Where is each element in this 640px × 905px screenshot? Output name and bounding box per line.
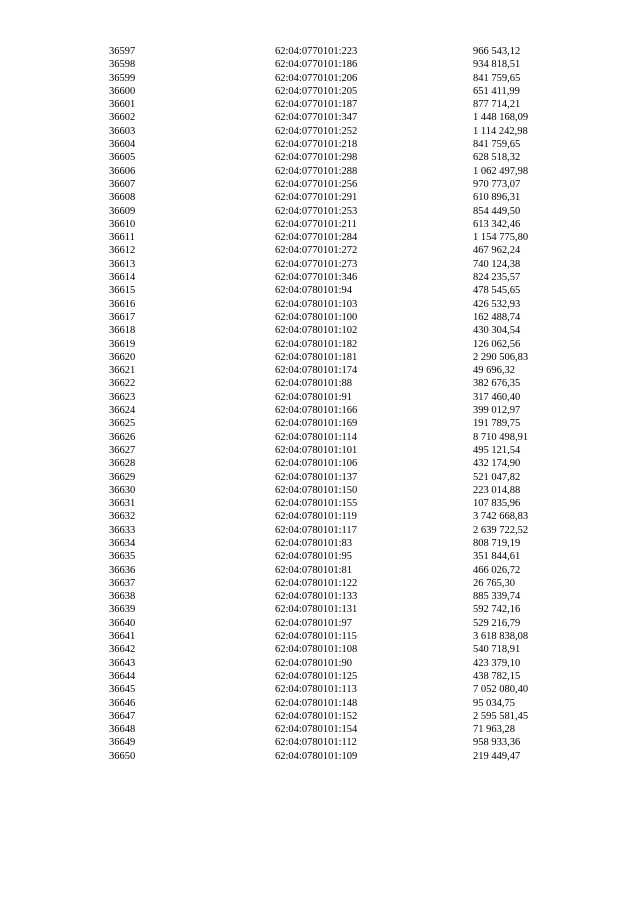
cadastral-number-cell: 62:04:0780101:112	[275, 737, 357, 749]
table-row	[109, 138, 573, 151]
table-row	[109, 697, 573, 710]
cadastral-value-cell: 8 710 498,91	[473, 431, 529, 443]
cadastral-number-cell: 62:04:0780101:94	[275, 285, 353, 297]
cadastral-number-cell: 62:04:0780101:181	[275, 351, 358, 363]
cadastral-number-cell: 62:04:0780101:91	[275, 391, 353, 403]
row-number-cell: 36620	[109, 351, 136, 363]
row-number-cell: 36645	[109, 684, 136, 696]
table-row	[109, 364, 573, 377]
cadastral-number-cell: 62:04:0770101:291	[275, 192, 358, 204]
row-number-cell: 36617	[109, 311, 136, 323]
cadastral-number-cell: 62:04:0780101:108	[275, 644, 358, 656]
row-number-cell: 36601	[109, 99, 136, 111]
cadastral-number-cell: 62:04:0780101:100	[275, 311, 358, 323]
cadastral-number-cell: 62:04:0770101:211	[275, 218, 357, 230]
table-row	[109, 444, 573, 457]
cadastral-number-cell: 62:04:0780101:125	[275, 670, 358, 682]
row-number-cell: 36626	[109, 431, 136, 443]
row-number-cell: 36632	[109, 511, 136, 523]
row-number-cell: 36603	[109, 125, 136, 137]
cadastral-value-cell: 191 789,75	[473, 418, 521, 430]
cadastral-number-cell: 62:04:0780101:169	[275, 418, 358, 430]
row-number-cell: 36609	[109, 205, 136, 217]
table-row	[109, 191, 573, 204]
table-row	[109, 178, 573, 191]
cadastral-value-cell: 885 339,74	[473, 591, 521, 603]
cadastral-value-cell: 529 216,79	[473, 617, 521, 629]
cadastral-number-cell: 62:04:0780101:155	[275, 498, 358, 510]
table-row	[109, 723, 573, 736]
table-row	[109, 750, 573, 763]
row-number-cell: 36622	[109, 378, 136, 390]
cadastral-value-cell: 628 518,32	[473, 152, 521, 164]
row-number-cell: 36605	[109, 152, 136, 164]
cadastral-value-cell: 3 742 668,83	[473, 511, 529, 523]
row-number-cell: 36610	[109, 218, 136, 230]
table-row	[109, 284, 573, 297]
table-row	[109, 670, 573, 683]
cadastral-value-cell: 854 449,50	[473, 205, 521, 217]
cadastral-value-cell: 877 714,21	[473, 99, 521, 111]
cadastral-number-cell: 62:04:0780101:95	[275, 551, 353, 563]
cadastral-value-cell: 126 062,56	[473, 338, 521, 350]
row-number-cell: 36635	[109, 551, 136, 563]
row-number-cell: 36633	[109, 524, 136, 536]
cadastral-number-cell: 62:04:0780101:133	[275, 591, 358, 603]
cadastral-value-cell: 219 449,47	[473, 750, 521, 762]
row-number-cell: 36647	[109, 710, 136, 722]
cadastral-number-cell: 62:04:0780101:81	[275, 564, 353, 576]
cadastral-number-cell: 62:04:0770101:218	[275, 139, 358, 151]
table-row	[109, 564, 573, 577]
cadastral-number-cell: 62:04:0780101:88	[275, 378, 353, 390]
cadastral-value-cell: 958 933,36	[473, 737, 521, 749]
cadastral-number-cell: 62:04:0780101:97	[275, 617, 353, 629]
cadastral-value-cell: 2 595 581,45	[473, 710, 529, 722]
table-row	[109, 457, 573, 470]
cadastral-number-cell: 62:04:0780101:182	[275, 338, 358, 350]
cadastral-value-cell: 399 012,97	[473, 405, 521, 417]
table-row	[109, 244, 573, 257]
cadastral-value-cell: 430 304,54	[473, 325, 521, 337]
cadastral-number-cell: 62:04:0780101:148	[275, 697, 358, 709]
cadastral-value-cell: 382 676,35	[473, 378, 521, 390]
table-row	[109, 324, 573, 337]
row-number-cell: 36642	[109, 644, 136, 656]
table-row	[109, 683, 573, 696]
cadastral-value-cell: 467 962,24	[473, 245, 521, 257]
row-number-cell: 36631	[109, 498, 136, 510]
cadastral-number-cell: 62:04:0780101:114	[275, 431, 357, 443]
cadastral-value-cell: 651 411,99	[473, 85, 520, 97]
cadastral-value-cell: 841 759,65	[473, 72, 521, 84]
row-number-cell: 36598	[109, 59, 136, 71]
row-number-cell: 36624	[109, 405, 136, 417]
table-row	[109, 643, 573, 656]
cadastral-value-cell: 466 026,72	[473, 564, 521, 576]
cadastral-value-cell: 824 235,57	[473, 272, 521, 284]
row-number-cell: 36641	[109, 631, 136, 643]
cadastral-number-cell: 62:04:0770101:186	[275, 59, 358, 71]
cadastral-number-cell: 62:04:0780101:150	[275, 484, 358, 496]
table-row	[109, 98, 573, 111]
cadastral-number-cell: 62:04:0780101:119	[275, 511, 357, 523]
row-number-cell: 36636	[109, 564, 136, 576]
row-number-cell: 36616	[109, 298, 136, 310]
row-number-cell: 36612	[109, 245, 136, 257]
table-row	[109, 377, 573, 390]
table-body	[109, 45, 573, 763]
table-row	[109, 231, 573, 244]
table-row	[109, 391, 573, 404]
row-number-cell: 36639	[109, 604, 136, 616]
table-row	[109, 710, 573, 723]
cadastral-number-cell: 62:04:0770101:298	[275, 152, 358, 164]
cadastral-number-cell: 62:04:0780101:131	[275, 604, 358, 616]
cadastral-number-cell: 62:04:0770101:284	[275, 232, 358, 244]
table-row	[109, 417, 573, 430]
row-number-cell: 36613	[109, 258, 136, 270]
row-number-cell: 36628	[109, 458, 136, 470]
cadastral-value-cell: 1 114 242,98	[473, 125, 528, 137]
cadastral-value-cell: 740 124,38	[473, 258, 521, 270]
table-row	[109, 577, 573, 590]
row-number-cell: 36619	[109, 338, 136, 350]
table-row	[109, 338, 573, 351]
row-number-cell: 36650	[109, 750, 136, 762]
table-row	[109, 85, 573, 98]
table-row	[109, 657, 573, 670]
cadastral-value-cell: 438 782,15	[473, 670, 521, 682]
cadastral-number-cell: 62:04:0780101:109	[275, 750, 358, 762]
table-row	[109, 736, 573, 749]
cadastral-value-cell: 1 062 497,98	[473, 165, 529, 177]
cadastral-value-cell: 423 379,10	[473, 657, 521, 669]
cadastral-number-cell: 62:04:0770101:272	[275, 245, 358, 257]
cadastral-number-cell: 62:04:0780101:137	[275, 471, 358, 483]
row-number-cell: 36634	[109, 537, 136, 549]
table-row	[109, 603, 573, 616]
cadastral-value-cell: 841 759,65	[473, 139, 521, 151]
table-row	[109, 524, 573, 537]
row-number-cell: 36602	[109, 112, 136, 124]
cadastral-number-cell: 62:04:0780101:113	[275, 684, 357, 696]
row-number-cell: 36618	[109, 325, 136, 337]
row-number-cell: 36630	[109, 484, 136, 496]
cadastral-number-cell: 62:04:0770101:273	[275, 258, 358, 270]
cadastral-value-cell: 592 742,16	[473, 604, 521, 616]
row-number-cell: 36597	[109, 46, 136, 57]
cadastral-value-cell: 613 342,46	[473, 218, 521, 230]
cadastral-number-cell: 62:04:0770101:288	[275, 165, 358, 177]
cadastral-number-cell: 62:04:0770101:347	[275, 112, 358, 124]
row-number-cell: 36649	[109, 737, 136, 749]
cadastral-value-cell: 3 618 838,08	[473, 631, 529, 643]
cadastral-value-cell: 26 765,30	[473, 577, 515, 589]
cadastral-value-cell: 478 545,65	[473, 285, 521, 297]
cadastral-number-cell: 62:04:0770101:346	[275, 272, 358, 284]
cadastral-value-cell: 7 052 080,40	[473, 684, 529, 696]
cadastral-value-cell: 808 719,19	[473, 537, 521, 549]
cadastral-number-cell: 62:04:0780101:106	[275, 458, 358, 470]
table-row	[109, 550, 573, 563]
row-number-cell: 36614	[109, 272, 136, 284]
row-number-cell: 36625	[109, 418, 136, 430]
table-row	[109, 404, 573, 417]
cadastral-number-cell: 62:04:0770101:252	[275, 125, 358, 137]
row-number-cell: 36629	[109, 471, 136, 483]
cadastral-value-cell: 495 121,54	[473, 444, 521, 456]
table-row	[109, 271, 573, 284]
cadastral-value-table	[109, 45, 573, 763]
cadastral-value-cell: 49 696,32	[473, 365, 515, 377]
row-number-cell: 36646	[109, 697, 136, 709]
row-number-cell: 36644	[109, 670, 136, 682]
cadastral-number-cell: 62:04:0780101:83	[275, 537, 353, 549]
table-row	[109, 537, 573, 550]
cadastral-value-cell: 966 543,12	[473, 46, 521, 57]
table-row	[109, 590, 573, 603]
cadastral-value-cell: 1 154 775,80	[473, 232, 529, 244]
cadastral-value-cell: 71 963,28	[473, 724, 515, 736]
table-row	[109, 311, 573, 324]
table-row	[109, 125, 573, 138]
table-row	[109, 205, 573, 218]
row-number-cell: 36621	[109, 365, 136, 377]
table-row	[109, 218, 573, 231]
table-row	[109, 258, 573, 271]
row-number-cell: 36607	[109, 178, 136, 190]
row-number-cell: 36627	[109, 444, 136, 456]
cadastral-number-cell: 62:04:0780101:115	[275, 631, 357, 643]
cadastral-number-cell: 62:04:0780101:154	[275, 724, 358, 736]
table-row	[109, 151, 573, 164]
cadastral-number-cell: 62:04:0770101:256	[275, 178, 358, 190]
row-number-cell: 36604	[109, 139, 136, 151]
row-number-cell: 36638	[109, 591, 136, 603]
row-number-cell: 36606	[109, 165, 136, 177]
table-row	[109, 111, 573, 124]
table-row	[109, 630, 573, 643]
cadastral-number-cell: 62:04:0780101:90	[275, 657, 353, 669]
table-row	[109, 298, 573, 311]
table-row	[109, 497, 573, 510]
cadastral-value-cell: 2 290 506,83	[473, 351, 529, 363]
table-row	[109, 72, 573, 85]
cadastral-number-cell: 62:04:0780101:152	[275, 710, 358, 722]
cadastral-value-cell: 521 047,82	[473, 471, 521, 483]
cadastral-number-cell: 62:04:0780101:117	[275, 524, 357, 536]
table-row	[109, 58, 573, 71]
cadastral-number-cell: 62:04:0770101:223	[275, 46, 358, 57]
cadastral-number-cell: 62:04:0780101:103	[275, 298, 358, 310]
row-number-cell: 36623	[109, 391, 136, 403]
cadastral-value-cell: 934 818,51	[473, 59, 521, 71]
row-number-cell: 36615	[109, 285, 136, 297]
cadastral-number-cell: 62:04:0770101:206	[275, 72, 358, 84]
cadastral-number-cell: 62:04:0780101:174	[275, 365, 358, 377]
cadastral-number-cell: 62:04:0780101:101	[275, 444, 358, 456]
cadastral-value-cell: 540 718,91	[473, 644, 521, 656]
cadastral-value-cell: 223 014,88	[473, 484, 521, 496]
table-row	[109, 510, 573, 523]
cadastral-value-cell: 95 034,75	[473, 697, 515, 709]
row-number-cell: 36599	[109, 72, 136, 84]
cadastral-number-cell: 62:04:0770101:253	[275, 205, 358, 217]
cadastral-value-cell: 1 448 168,09	[473, 112, 529, 124]
table-row	[109, 471, 573, 484]
cadastral-value-cell: 162 488,74	[473, 311, 521, 323]
row-number-cell: 36643	[109, 657, 136, 669]
row-number-cell: 36600	[109, 85, 136, 97]
row-number-cell: 36608	[109, 192, 136, 204]
cadastral-value-cell: 426 532,93	[473, 298, 521, 310]
cadastral-value-cell: 351 844,61	[473, 551, 521, 563]
table-row	[109, 484, 573, 497]
table-row	[109, 431, 573, 444]
cadastral-number-cell: 62:04:0780101:122	[275, 577, 358, 589]
cadastral-number-cell: 62:04:0770101:187	[275, 99, 358, 111]
table-row	[109, 351, 573, 364]
row-number-cell: 36648	[109, 724, 136, 736]
table-row	[109, 45, 573, 58]
cadastral-value-cell: 432 174,90	[473, 458, 521, 470]
row-number-cell: 36637	[109, 577, 136, 589]
cadastral-value-cell: 317 460,40	[473, 391, 521, 403]
row-number-cell: 36640	[109, 617, 136, 629]
cadastral-number-cell: 62:04:0780101:166	[275, 405, 358, 417]
cadastral-number-cell: 62:04:0770101:205	[275, 85, 358, 97]
cadastral-value-cell: 107 835,96	[473, 498, 521, 510]
cadastral-value-cell: 970 773,07	[473, 178, 521, 190]
row-number-cell: 36611	[109, 232, 135, 244]
table-row	[109, 617, 573, 630]
cadastral-value-cell: 610 896,31	[473, 192, 521, 204]
cadastral-number-cell: 62:04:0780101:102	[275, 325, 358, 337]
table-row	[109, 165, 573, 178]
cadastral-value-cell: 2 639 722,52	[473, 524, 529, 536]
